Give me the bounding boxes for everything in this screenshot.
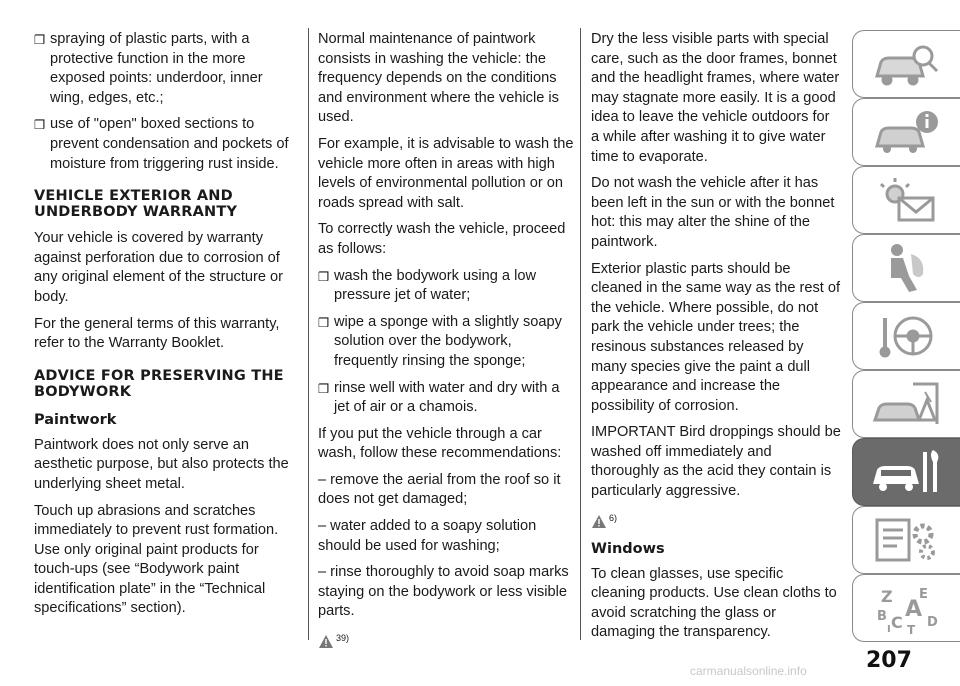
subheading-paintwork: Paintwork [34, 411, 117, 428]
list-item: ❒ rinse well with water and dry with a jet of air or a chamois. [318, 379, 574, 418]
column-right [591, 30, 841, 650]
page-number: 207 [866, 648, 912, 673]
tab-in-an-emergency[interactable] [852, 370, 960, 438]
tab-safety[interactable] [852, 234, 960, 302]
tab-servicing-and-care[interactable] [852, 438, 960, 506]
paragraph: Your vehicle is covered by warranty against perforation due to corrosion of any original element of the structure or body. [34, 230, 284, 305]
tab-starting-driving[interactable] [852, 302, 960, 370]
paragraph: – water added to a soapy solution should be used for washing; [318, 518, 537, 554]
column-middle [318, 30, 574, 657]
paragraph: To clean glasses, use specific cleaning products. Use clean cloths to avoid scratching the glass or damaging the transparency. [591, 565, 837, 641]
tab-knowing-instrument-panel[interactable] [852, 98, 960, 166]
list-item: ❒ wash the bodywork using a low pressure jet of water; [318, 267, 574, 306]
index-letter: B [876, 609, 887, 624]
car-maintenance-icon [867, 444, 947, 500]
section-heading-advice: ADVICE FOR PRESERVING THE BODYWORK [34, 367, 284, 400]
warning-reference[interactable] [591, 509, 841, 529]
paragraph: Touch up abrasions and scratches immediately to prevent rust formation. Use only original paint products for touch-ups (see “Bodywork paint identification plate” in the “Technical specifications” section). [34, 502, 279, 617]
list-item: ❒ wipe a sponge with a slightly soapy solution over the bodywork, frequently rinsing the sponge; [318, 313, 574, 372]
index-letter: D [926, 615, 938, 630]
index-letter: Z [880, 587, 893, 606]
tab-technical-specifications[interactable] [852, 506, 960, 574]
subheading-windows: Windows [591, 540, 665, 557]
paragraph: – rinse thoroughly to avoid soap marks staying on the bodywork or less visible parts. [318, 564, 569, 620]
steering-key-icon [867, 308, 947, 364]
warning-reference[interactable] [318, 629, 574, 649]
paragraph: Normal maintenance of paintwork consists in washing the vehicle: the frequency depends on the conditions and environment where the vehicle is used. [318, 31, 559, 126]
warning-ref-label: 6) [609, 513, 618, 524]
car-search-icon [867, 36, 947, 92]
safety-airbag-icon [867, 240, 947, 296]
technical-data-icon [867, 512, 947, 568]
paragraph: To correctly wash the vehicle, proceed as follows: [318, 221, 566, 257]
paragraph: Paintwork does not only serve an aesthetic purpose, but also protects the underlying sheet metal. [34, 436, 289, 492]
warning-ref-label: 39) [336, 633, 350, 644]
watermark: carmanualsonline.info [690, 664, 807, 678]
paragraph: – remove the aerial from the roof so it does not get damaged; [318, 471, 561, 508]
warning-triangle-icon [591, 514, 607, 529]
paragraph: IMPORTANT Bird droppings should be washed off immediately and thoroughly as the acid they contain is particularly aggressive. [591, 424, 841, 500]
tab-knowing-vehicle[interactable] [852, 30, 960, 98]
list-item: ❒ use of "open" boxed sections to prevent condensation and pockets of moisture from triggering rust inside. [34, 115, 298, 174]
paragraph: Exterior plastic parts should be cleaned in the same way as the rest of the vehicle. Where possible, do not park the vehicle under trees; the resinous substances released by many species give the paint a dull appearance and increase the possibility of corrosion. [591, 260, 841, 414]
paragraph: If you put the vehicle through a car wash, follow these recommendations: [318, 425, 562, 462]
car-hazard-road-icon [867, 376, 947, 432]
index-letter: E [918, 587, 928, 602]
index-letter: A [904, 597, 922, 622]
paragraph: Dry the less visible parts with special care, such as the door frames, bonnet and the headlight frames, where water may stagnate more easily. It is a good idea to leave the vehicle outdoors for a while after washing it to give water time to evaporate. [591, 31, 840, 165]
car-info-icon [867, 104, 947, 160]
index-letter: T [906, 623, 915, 636]
index-letters-icon [867, 580, 947, 636]
section-heading-warranty: VEHICLE EXTERIOR AND UNDERBODY WARRANTY [34, 188, 238, 221]
tab-warning-lights[interactable] [852, 166, 960, 234]
column-divider [308, 28, 309, 640]
warning-triangle-icon [318, 634, 334, 649]
column-divider [580, 28, 581, 640]
tab-index[interactable] [852, 574, 960, 642]
paragraph: For the general terms of this warranty, refer to the Warranty Booklet. [34, 315, 280, 352]
paragraph: Do not wash the vehicle after it has been left in the sun or with the bonnet hot: this may alter the shine of the paintwork. [591, 175, 835, 250]
warning-lights-icon [867, 172, 947, 228]
list-item: ❒ spraying of plastic parts, with a protective function in the more exposed points: underdoor, inner wing, edges, etc.; [34, 30, 298, 108]
index-letter: I [886, 624, 891, 635]
column-left [34, 30, 298, 626]
paragraph: For example, it is advisable to wash the vehicle more often in areas with high levels of environmental pollution or on roads spread with salt. [318, 135, 574, 211]
index-letter: C [890, 613, 903, 632]
